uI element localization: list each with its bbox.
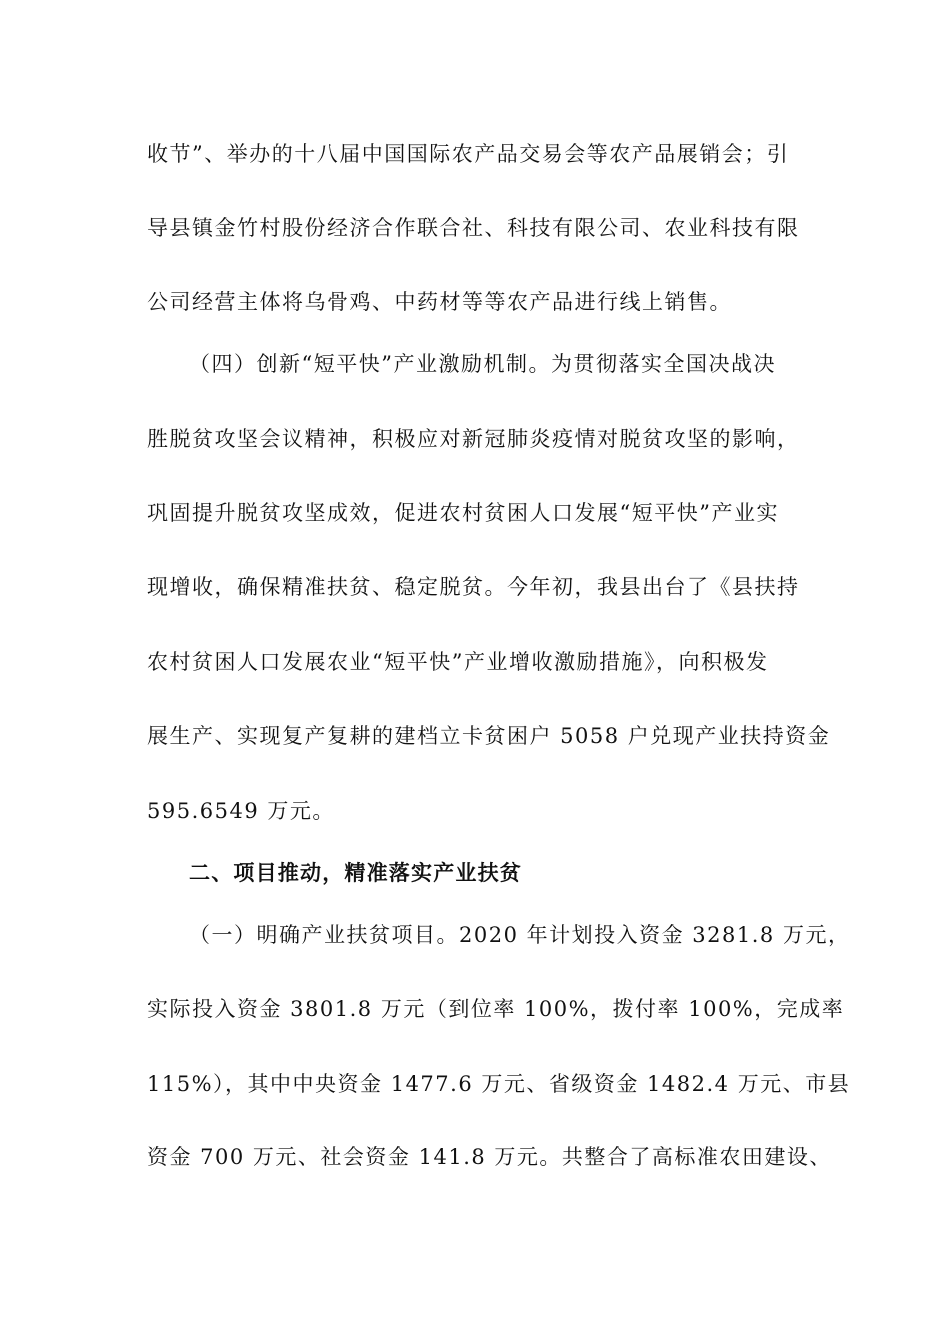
- body-text-line: 公司经营主体将乌骨鸡、中药材等等农产品进行线上销售。: [147, 290, 732, 314]
- section-heading: 二、项目推动，精准落实产业扶贫: [189, 860, 522, 885]
- body-text-line: 115%），其中中央资金 1477.6 万元、省级资金 1482.4 万元、市县: [147, 1072, 851, 1096]
- paragraph-start-line: （一）明确产业扶贫项目。2020 年计划投入资金 3281.8 万元，: [189, 923, 851, 947]
- body-text-line: 实际投入资金 3801.8 万元（到位率 100%，拨付率 100%，完成率: [147, 997, 845, 1021]
- paragraph-start-line: （四）创新“短平快”产业激励机制。为贯彻落实全国决战决: [189, 352, 776, 376]
- body-text-line: 展生产、实现复产复耕的建档立卡贫困户 5058 户兑现产业扶持资金: [147, 724, 831, 748]
- body-text-line: 现增收，确保精准扶贫、稳定脱贫。今年初，我县出台了《县扶持: [147, 575, 800, 599]
- body-text-line: 农村贫困人口发展农业“短平快”产业增收激励措施》，向积极发: [147, 650, 769, 674]
- body-text-line: 595.6549 万元。: [147, 799, 335, 823]
- body-text-line: 资金 700 万元、社会资金 141.8 万元。共整合了高标准农田建设、: [147, 1145, 832, 1169]
- body-text-line: 导县镇金竹村股份经济合作联合社、科技有限公司、农业科技有限: [147, 216, 800, 240]
- body-text-line: 胜脱贫攻坚会议精神，积极应对新冠肺炎疫情对脱贫攻坚的影响，: [147, 427, 800, 451]
- body-text-line: 收节”、举办的十八届中国国际农产品交易会等农产品展销会；引: [147, 142, 790, 166]
- body-text-line: 巩固提升脱贫攻坚成效，促进农村贫困人口发展“短平快”产业实: [147, 501, 779, 525]
